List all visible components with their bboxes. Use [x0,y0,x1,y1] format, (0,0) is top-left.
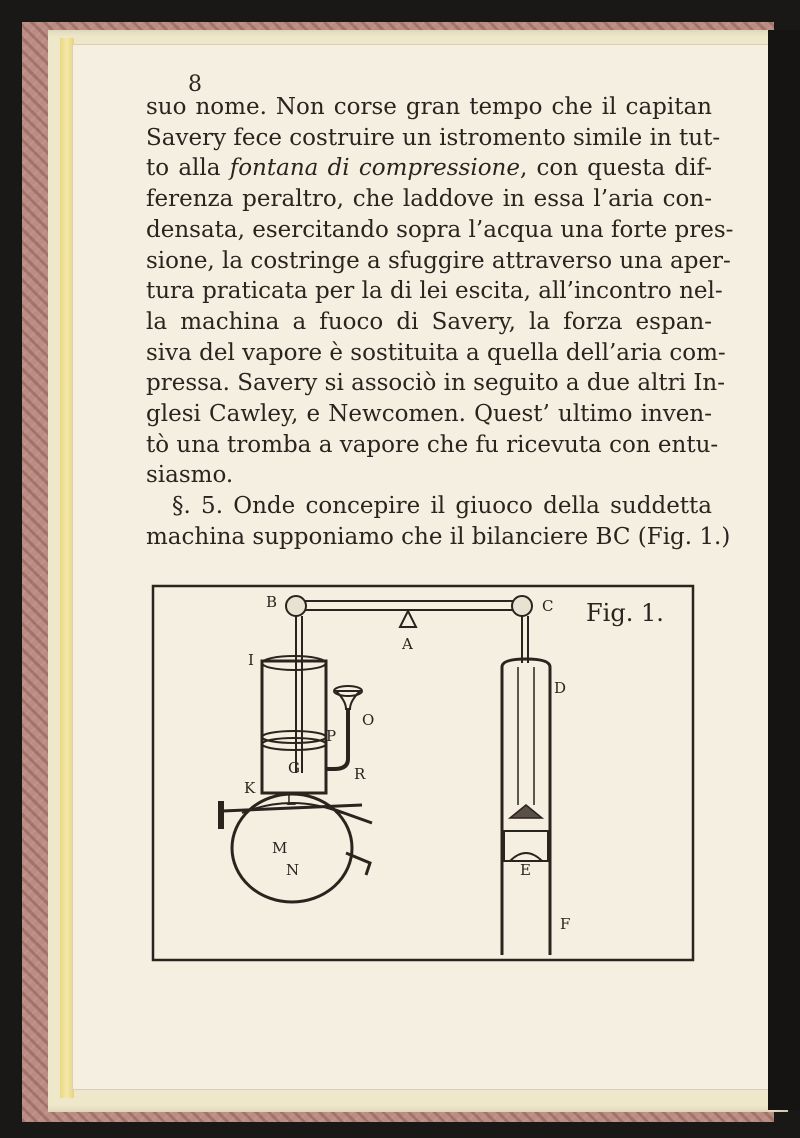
text-line: pressa. Savery si associò in seguito a due altri In- [146,370,725,397]
text-line: suo nome. Non corse gran tempo che il capitan [146,94,712,120]
label-p: P [326,727,337,745]
text-line-start: to alla [146,155,230,182]
italic-phrase: fontana di compressione [229,155,520,182]
text-line: densata, esercitando sopra l’acqua una forte pres- [146,216,734,243]
beam-bc [298,601,520,610]
text-line: la machina a fuoco di Savery, la forza espan- [146,308,712,335]
label-f: F [560,915,571,933]
text-line: siasmo. [146,462,234,489]
text-line-end: , con questa dif- [519,155,712,182]
label-g: G [288,759,300,777]
pivot-b [286,596,306,616]
text-line: machina supponiamo che il bilanciere BC (Fig. 1.) [146,523,731,550]
label-d: D [554,679,567,697]
engraving [150,583,696,963]
text-line: tura praticata per la di lei escita, all’incontro nel- [146,278,723,305]
pivot-c [512,596,532,616]
text-line: tò una tromba a vapore che fu ricevuta con entu- [146,431,719,458]
label-l: L [286,791,296,809]
figure-caption: Fig. 1. [586,599,664,627]
text-line: siva del vapore è sostituita a quella dell’aria com- [146,339,726,366]
text-line: Savery fece costruire un istromento simile in tut- [146,124,721,151]
binding-shadow [768,30,800,1110]
text-line: sione, la costringe a sfuggire attraverso una aper- [146,247,731,274]
body-text [146,92,734,553]
fulcrum-a [400,611,416,627]
page-number: 8 [188,72,202,97]
text-line: glesi Cawley, e Newcomen. Quest’ ultimo inven- [146,401,712,428]
label-k: K [244,779,256,797]
label-r: R [354,765,366,783]
text-line: §. 5. Onde concepire il giuoco della suddetta [172,493,712,520]
text-line [146,153,712,184]
label-e: E [520,861,531,879]
label-o: O [362,711,375,729]
label-m: M [272,839,288,857]
label-c: C [542,597,554,615]
figure-steam-engine [150,583,696,963]
label-n: N [286,861,300,879]
label-a: A [402,635,413,653]
label-b: B [266,593,278,611]
figure-border [153,586,693,960]
text-line: ferenza peraltro, che laddove in essa l’aria con- [146,186,712,213]
label-i: I [248,651,254,669]
